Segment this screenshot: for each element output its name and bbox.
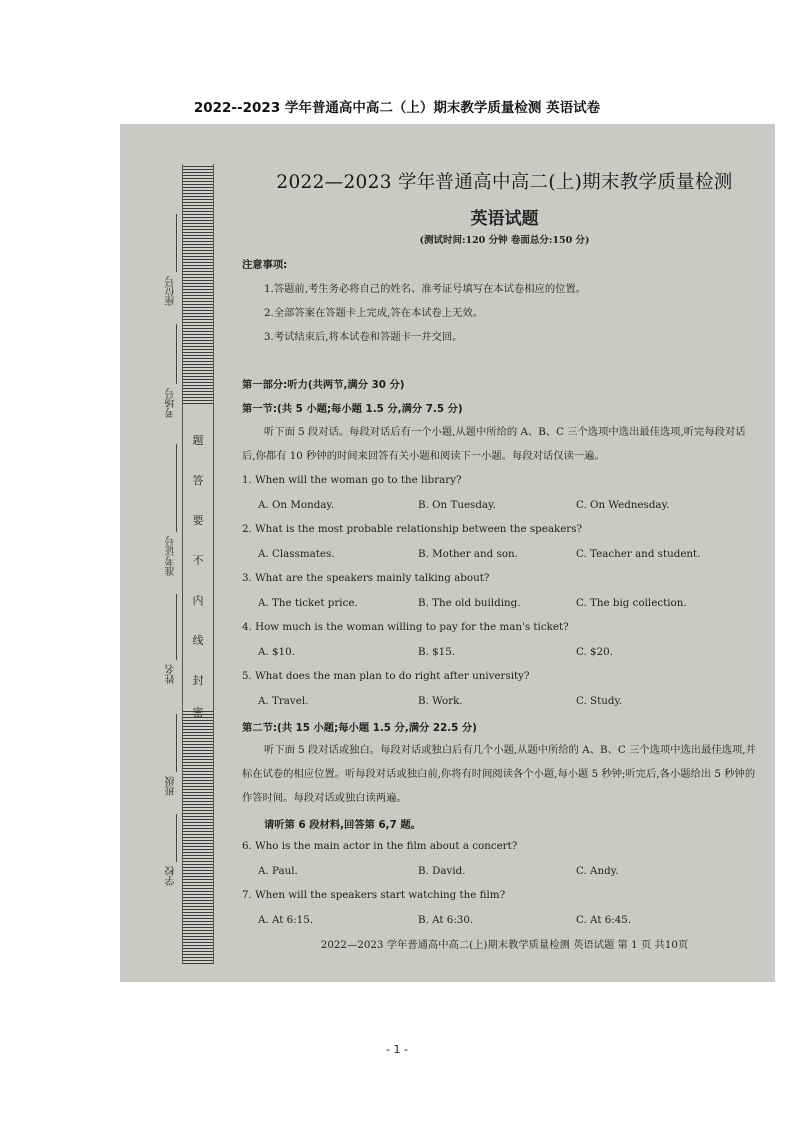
seal-char: 线 bbox=[192, 634, 204, 647]
option-b: B. Work. bbox=[418, 695, 463, 707]
option-c: C. On Wednesday. bbox=[576, 499, 670, 511]
seal-char: 答 bbox=[192, 474, 204, 487]
field-line bbox=[176, 214, 177, 272]
option-b: B. On Tuesday. bbox=[418, 499, 496, 511]
exam-room-label: 考场号 bbox=[166, 388, 177, 418]
option-c: C. Study. bbox=[576, 695, 623, 707]
field-line bbox=[176, 594, 177, 660]
field-line bbox=[176, 324, 177, 384]
paper-footer: 2022—2023 学年普通高中高二(上)期末教学质量检测 英语试题 第 1 页 共10页 bbox=[320, 939, 689, 951]
option-b: B. $15. bbox=[418, 646, 456, 658]
section-heading: 第二节:(共 15 小题;每小题 1.5 分,满分 22.5 分) bbox=[242, 722, 477, 734]
notice-heading: 注意事项: bbox=[242, 259, 288, 271]
hatch-pattern-bottom bbox=[183, 709, 213, 964]
option-a: A. At 6:15. bbox=[258, 914, 314, 926]
seal-char: 封 bbox=[192, 674, 204, 687]
field-line bbox=[176, 814, 177, 862]
exam-subject: 英语试题 bbox=[470, 209, 539, 229]
seal-char: 要 bbox=[192, 514, 204, 527]
option-b: B. At 6:30. bbox=[418, 914, 474, 926]
school-label: 学校 bbox=[166, 866, 177, 886]
option-a: A. Classmates. bbox=[258, 548, 335, 560]
document-header: 2022--2023 学年普通高中高二（上）期末教学质量检测 英语试卷 bbox=[193, 100, 601, 116]
option-a: A. Travel. bbox=[258, 695, 309, 707]
option-a: A. The ticket price. bbox=[258, 597, 358, 609]
option-b: B. Mother and son. bbox=[418, 548, 518, 560]
section-instructions: 听下面 5 段对话或独白。每段对话或独白后有几个小题,从题中所给的 A、B、C 三个选项中选出最佳选项,并标在试卷的相应位置。听每段对话或独白前,你将有时间阅读各个小题,每小题 5 秒钟;听完后,各小题给出 5 秒钟的作答时间。每段对话或独白读两遍。 bbox=[242, 744, 756, 804]
exam-meta: (测试时间:120 分钟 卷面总分:150 分) bbox=[419, 235, 590, 246]
class-label: 班级 bbox=[166, 776, 177, 796]
seal-char: 内 bbox=[192, 594, 204, 607]
seal-char: 密 bbox=[192, 706, 204, 719]
option-b: B. The old building. bbox=[418, 597, 521, 609]
option-c: C. Teacher and student. bbox=[576, 548, 701, 560]
part-heading: 第一部分:听力(共两节,满分 30 分) bbox=[242, 379, 405, 391]
hatch-pattern-top bbox=[183, 164, 213, 404]
notice-item: 2.全部答案在答题卡上完成,答在本试卷上无效。 bbox=[264, 307, 484, 319]
binding-strip bbox=[182, 164, 214, 964]
field-line bbox=[176, 714, 177, 772]
question-stem: 1. When will the woman go to the library? bbox=[242, 474, 462, 486]
question-stem: 3. What are the speakers mainly talking about? bbox=[242, 572, 490, 584]
seal-char: 题 bbox=[192, 434, 204, 447]
seat-number-label: 座位号 bbox=[166, 276, 177, 306]
option-c: C. At 6:45. bbox=[576, 914, 632, 926]
question-stem: 7. When will the speakers start watching the film? bbox=[242, 889, 506, 901]
question-stem: 5. What does the man plan to do right after university? bbox=[242, 670, 530, 682]
page-number: - 1 - bbox=[386, 1043, 408, 1056]
option-c: C. Andy. bbox=[576, 865, 619, 877]
option-a: A. On Monday. bbox=[258, 499, 335, 511]
option-b: B. David. bbox=[418, 865, 466, 877]
question-stem: 6. Who is the main actor in the film about a concert? bbox=[242, 840, 518, 852]
admission-number-label: 准考证号 bbox=[166, 536, 177, 576]
section-instructions: 听下面 5 段对话。每段对话后有一个小题,从题中所给的 A、B、C 三个选项中选出最佳选项,听完每段对话后,你都有 10 秒钟的时间来回答有关小题和阅读下一小题。每段对话仅读一遍。 bbox=[242, 426, 746, 462]
question-stem: 2. What is the most probable relationship between the speakers? bbox=[242, 523, 583, 535]
notice-item: 3.考试结束后,将本试卷和答题卡一并交回。 bbox=[264, 331, 463, 343]
name-label: 姓名 bbox=[166, 664, 177, 684]
seal-char: 不 bbox=[192, 554, 204, 567]
option-c: C. The big collection. bbox=[576, 597, 687, 609]
option-a: A. $10. bbox=[258, 646, 295, 658]
exam-title: 2022—2023 学年普通高中高二(上)期末教学质量检测 bbox=[276, 172, 733, 193]
question-stem: 4. How much is the woman willing to pay for the man's ticket? bbox=[242, 621, 569, 633]
option-c: C. $20. bbox=[576, 646, 613, 658]
option-a: A. Paul. bbox=[258, 865, 298, 877]
exam-paper-photo bbox=[120, 124, 775, 982]
material-note: 请听第 6 段材料,回答第 6,7 题。 bbox=[264, 819, 421, 831]
field-line bbox=[176, 444, 177, 532]
notice-item: 1.答题前,考生务必将自己的姓名、准考证号填写在本试卷相应的位置。 bbox=[264, 283, 587, 295]
section-heading: 第一节:(共 5 小题;每小题 1.5 分,满分 7.5 分) bbox=[242, 403, 463, 415]
